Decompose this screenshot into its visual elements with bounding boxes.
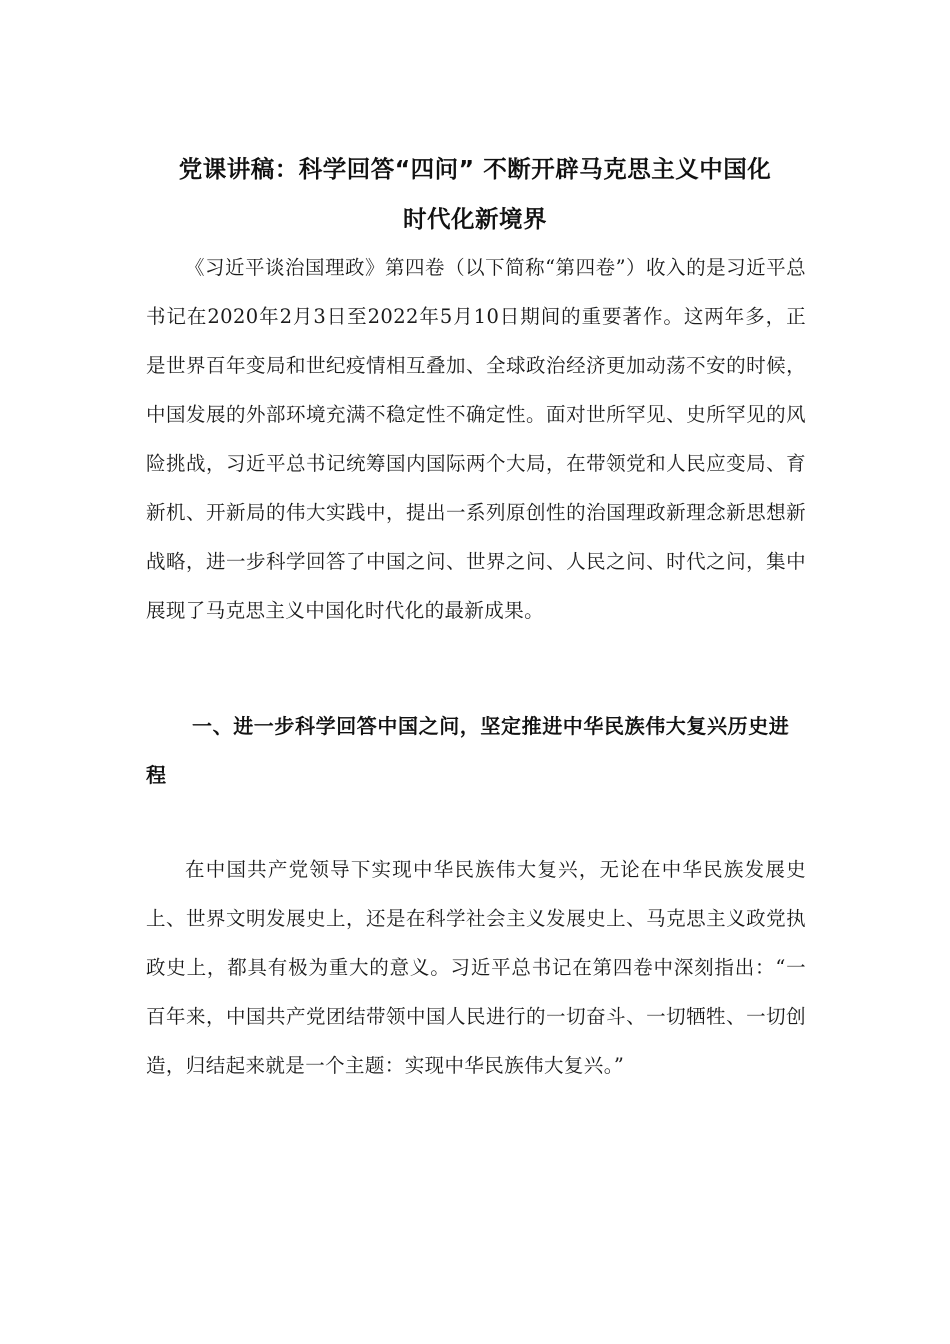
section-1-paragraph: 在中国共产党领导下实现中华民族伟大复兴，无论在中华民族发展史上、世界文明发展史上，还是在科学社会主义发展史上、马克思主义政党执政史上，都具有极为重大的意义。习近平总书记在第四卷中深刻指出：“一百年来，中国共产党团结带领中国人民进行的一切奋斗、一切牺牲、一切创造，归结起来就是一个主题：实现中华民族伟大复兴。” <box>146 858 806 1077</box>
document-title <box>140 144 810 244</box>
title-line-2: 时代化新境界 <box>403 204 547 233</box>
title-line-1: 党课讲稿：科学回答“四问” 不断开辟马克思主义中国化 <box>178 154 772 183</box>
section-1-heading: 一、进一步科学回答中国之问，坚定推进中华民族伟大复兴历史进程 <box>146 714 790 787</box>
intro-paragraph: 《习近平谈治国理政》第四卷（以下简称“第四卷”）收入的是习近平总书记在2020年2月3日至2022年5月10日期间的重要著作。这两年多，正是世界百年变局和世纪疫情相互叠加、全球政治经济更加动荡不安的时候，中国发展的外部环境充满不稳定性不确定性。面对世所罕见、史所罕见的风险挑战，习近平总书记统筹国内国际两个大局，在带领党和人民应变局、育新机、开新局的伟大实践中，提出一系列原创性的治国理政新理念新思想新战略，进一步科学回答了中国之问、世界之问、人民之问、时代之问，集中展现了马克思主义中国化时代化的最新成果。 <box>146 256 806 622</box>
